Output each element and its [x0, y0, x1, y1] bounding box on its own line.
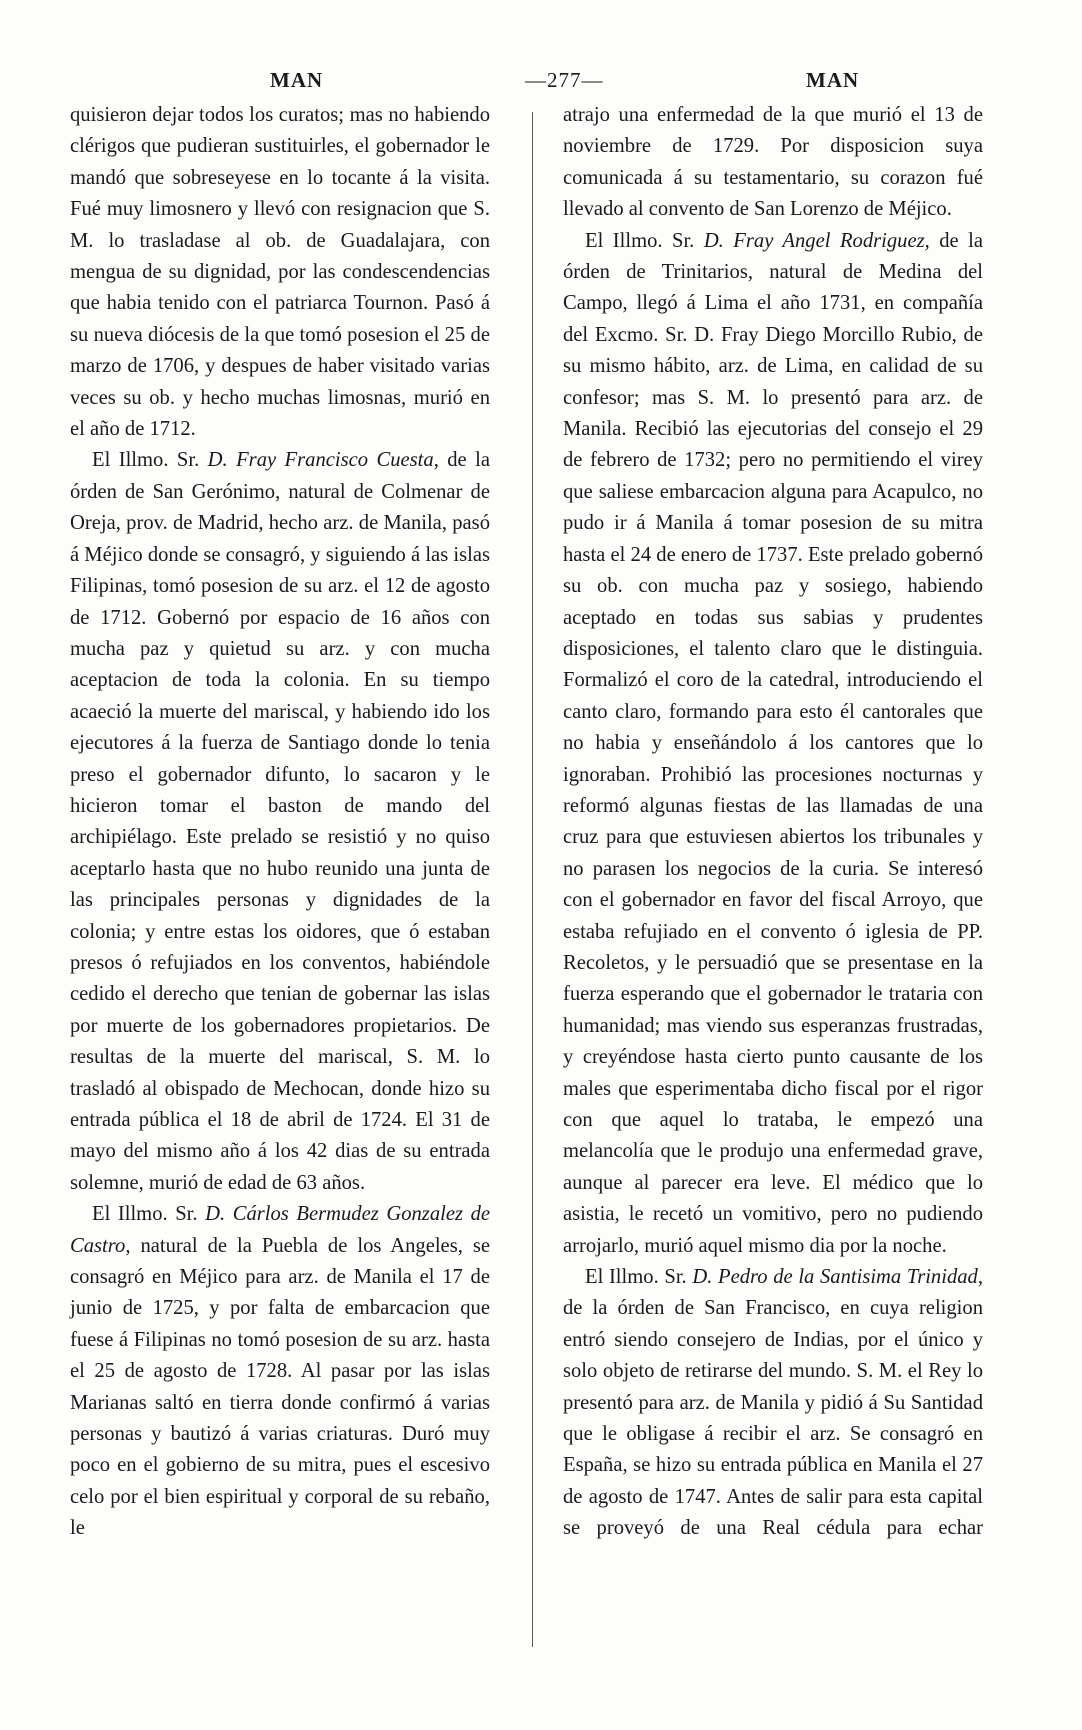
right-p2-name: D. Fray Angel Rodriguez: [703, 229, 925, 252]
left-paragraph-2: [70, 445, 490, 1199]
right-p3-rest: , de la órden de San Francisco, en cuya religion entró siendo consejero de Indias, por el único y solo objeto de retirarse del mundo. S. M. el Rey lo presentó para arz. de Manila y pidió á Su Santidad que le obligase á recibir el arz. Se consagró en España, se hizo su entrada pública en Manila el 27 de agosto de 1747. Antes de salir para esta capital se proveyó de una Real cédula para echar: [563, 1266, 983, 1540]
right-column: [563, 100, 983, 1545]
left-paragraph-3: [70, 1199, 490, 1544]
left-p2-name: D. Fray Francisco Cuesta: [207, 449, 434, 472]
left-column: [70, 100, 490, 1545]
left-p3-name: D. Cárlos Bermudez Gonzalez de Castro: [70, 1203, 491, 1257]
left-p2-rest: , de la órden de San Gerónimo, natural de Colmenar de Oreja, prov. de Madrid, hecho arz. de Manila, pasó á Méjico donde se consagró, y siguiendo á las islas Filipinas, tomó posesion de su arz. el 12 de agosto de 1712. Gobernó por espacio de 16 años con mucha paz y quietud su arz. y con mucha aceptacion de toda la colonia. En su tiempo acaeció la muerte del mariscal, y habiendo ido los ejecutores á la fuerza de Santiago donde lo tenia preso el gobernador difunto, lo sacaron y le hicieron tomar el baston de mando del archipiélago. Este prelado se resistió y no quiso aceptarlo hasta que no hubo reunido una junta de las principales personas y dignidades de la colonia; y entre estas los oidores, que ó estaban presos ó refujiados en los conventos, habiéndole cedido el derecho que tenian de gobernar las islas por muerte de los gobernadores propietarios. De resultas de la muerte del mariscal, S. M. lo trasladó al obispado de Mechocan, donde hizo su entrada pública el 18 de abril de 1724. El 31 de mayo del mismo año á los 42 dias de su entrada solemne, murió de edad de 63 años.: [70, 449, 490, 1194]
right-p3-name: D. Pedro de la Santisima Trinidad: [692, 1266, 978, 1289]
left-p2-lead: El Illmo. Sr.: [92, 449, 208, 472]
right-p2-lead: El Illmo. Sr.: [585, 229, 704, 252]
header-right-word: MAN: [806, 68, 860, 92]
left-paragraph-1: quisieron dejar todos los curatos; mas no habiendo clérigos que pudieran sustituirles, el gobernador le mandó que sobreseyese en lo tocante á la visita. Fué muy limosnero y llevó con resignacion que S. M. lo trasladase al ob. de Guadalajara, con mengua de su dignidad, por las condescendencias que habia tenido con el patriarca Tournon. Pasó á su nueva diócesis de la que tomó posesion el 25 de marzo de 1706, y despues de haber visitado varias veces su ob. y hecho muchas limosnas, murió en el año de 1712.: [70, 104, 490, 441]
running-head: [70, 68, 1032, 98]
right-p3-lead: El Illmo. Sr.: [585, 1266, 693, 1289]
page-number: —277—: [525, 68, 604, 92]
right-p2-rest: , de la órden de Trinitarios, natural de Medina del Campo, llegó á Lima el año 1731, en compañía del Excmo. Sr. D. Fray Diego Morcillo Rubio, de su mismo hábito, arz. de Lima, en calidad de su confesor; mas S. M. lo presentó para arz. de Manila. Recibió las ejecutorias del consejo el 29 de febrero de 1732; pero no permitiendo el virey que saliese embarcacion alguna para Acapulco, no pudo ir á Manila á tomar posesion de su mitra hasta el 24 de enero de 1737. Este prelado gobernó su ob. con mucha paz y sosiego, habiendo aceptado en todas sus sabias y prudentes disposiciones, el talento claro que le distinguia. Formalizó el coro de la catedral, introduciendo el canto claro, formando para esto él cantorales que no habia y enseñándolo á los cantores que lo ignoraban. Prohibió las procesiones nocturnas y reformó algunas fiestas de las llamadas de una cruz para que estuviesen abiertos los tribunales y no parasen los negocios de la curia. Se interesó con el gobernador en favor del fiscal Arroyo, que estaba refujiado en el convento ó iglesia de PP. Recoletos, y le persuadió que se presentase en la fuerza esperando que el gobernador le trataria con humanidad; mas viendo sus esperanzas frustradas, y creyéndose hasta cierto punto causante de los males que esperimentaba dicho fiscal por el rigor con que aquel lo trataba, le empezó una melancolía que le produjo una enfermedad grave, aunque al parecer era leve. El médico que lo asistia, le recetó un vomitivo, pero no pudiendo arrojarlo, murió aquel mismo dia por la noche.: [563, 229, 983, 1257]
left-p3-lead: El Illmo. Sr.: [92, 1203, 206, 1226]
header-left-word: MAN: [270, 68, 324, 92]
column-divider: [532, 112, 533, 1647]
right-paragraph-2: [563, 226, 983, 1262]
left-p3-rest: , natural de la Puebla de los Angeles, se consagró en Méjico para arz. de Manila el 17 de junio de 1725, y por falta de embarcacion que fuese á Filipinas no tomó posesion de su arz. hasta el 25 de agosto de 1728. Al pasar por las islas Marianas saltó en tierra donde confirmó á varias personas y bautizó á varias criaturas. Duró muy poco en el gobierno de su mitra, pues el escesivo celo por el bien espiritual y corporal de su rebaño, le: [70, 1234, 490, 1540]
right-paragraph-3: [563, 1262, 983, 1545]
right-paragraph-1: atrajo una enfermedad de la que murió el 13 de noviembre de 1729. Por disposicion suya comunicada á su testamentario, su corazon fué llevado al convento de San Lorenzo de Méjico.: [563, 104, 983, 221]
